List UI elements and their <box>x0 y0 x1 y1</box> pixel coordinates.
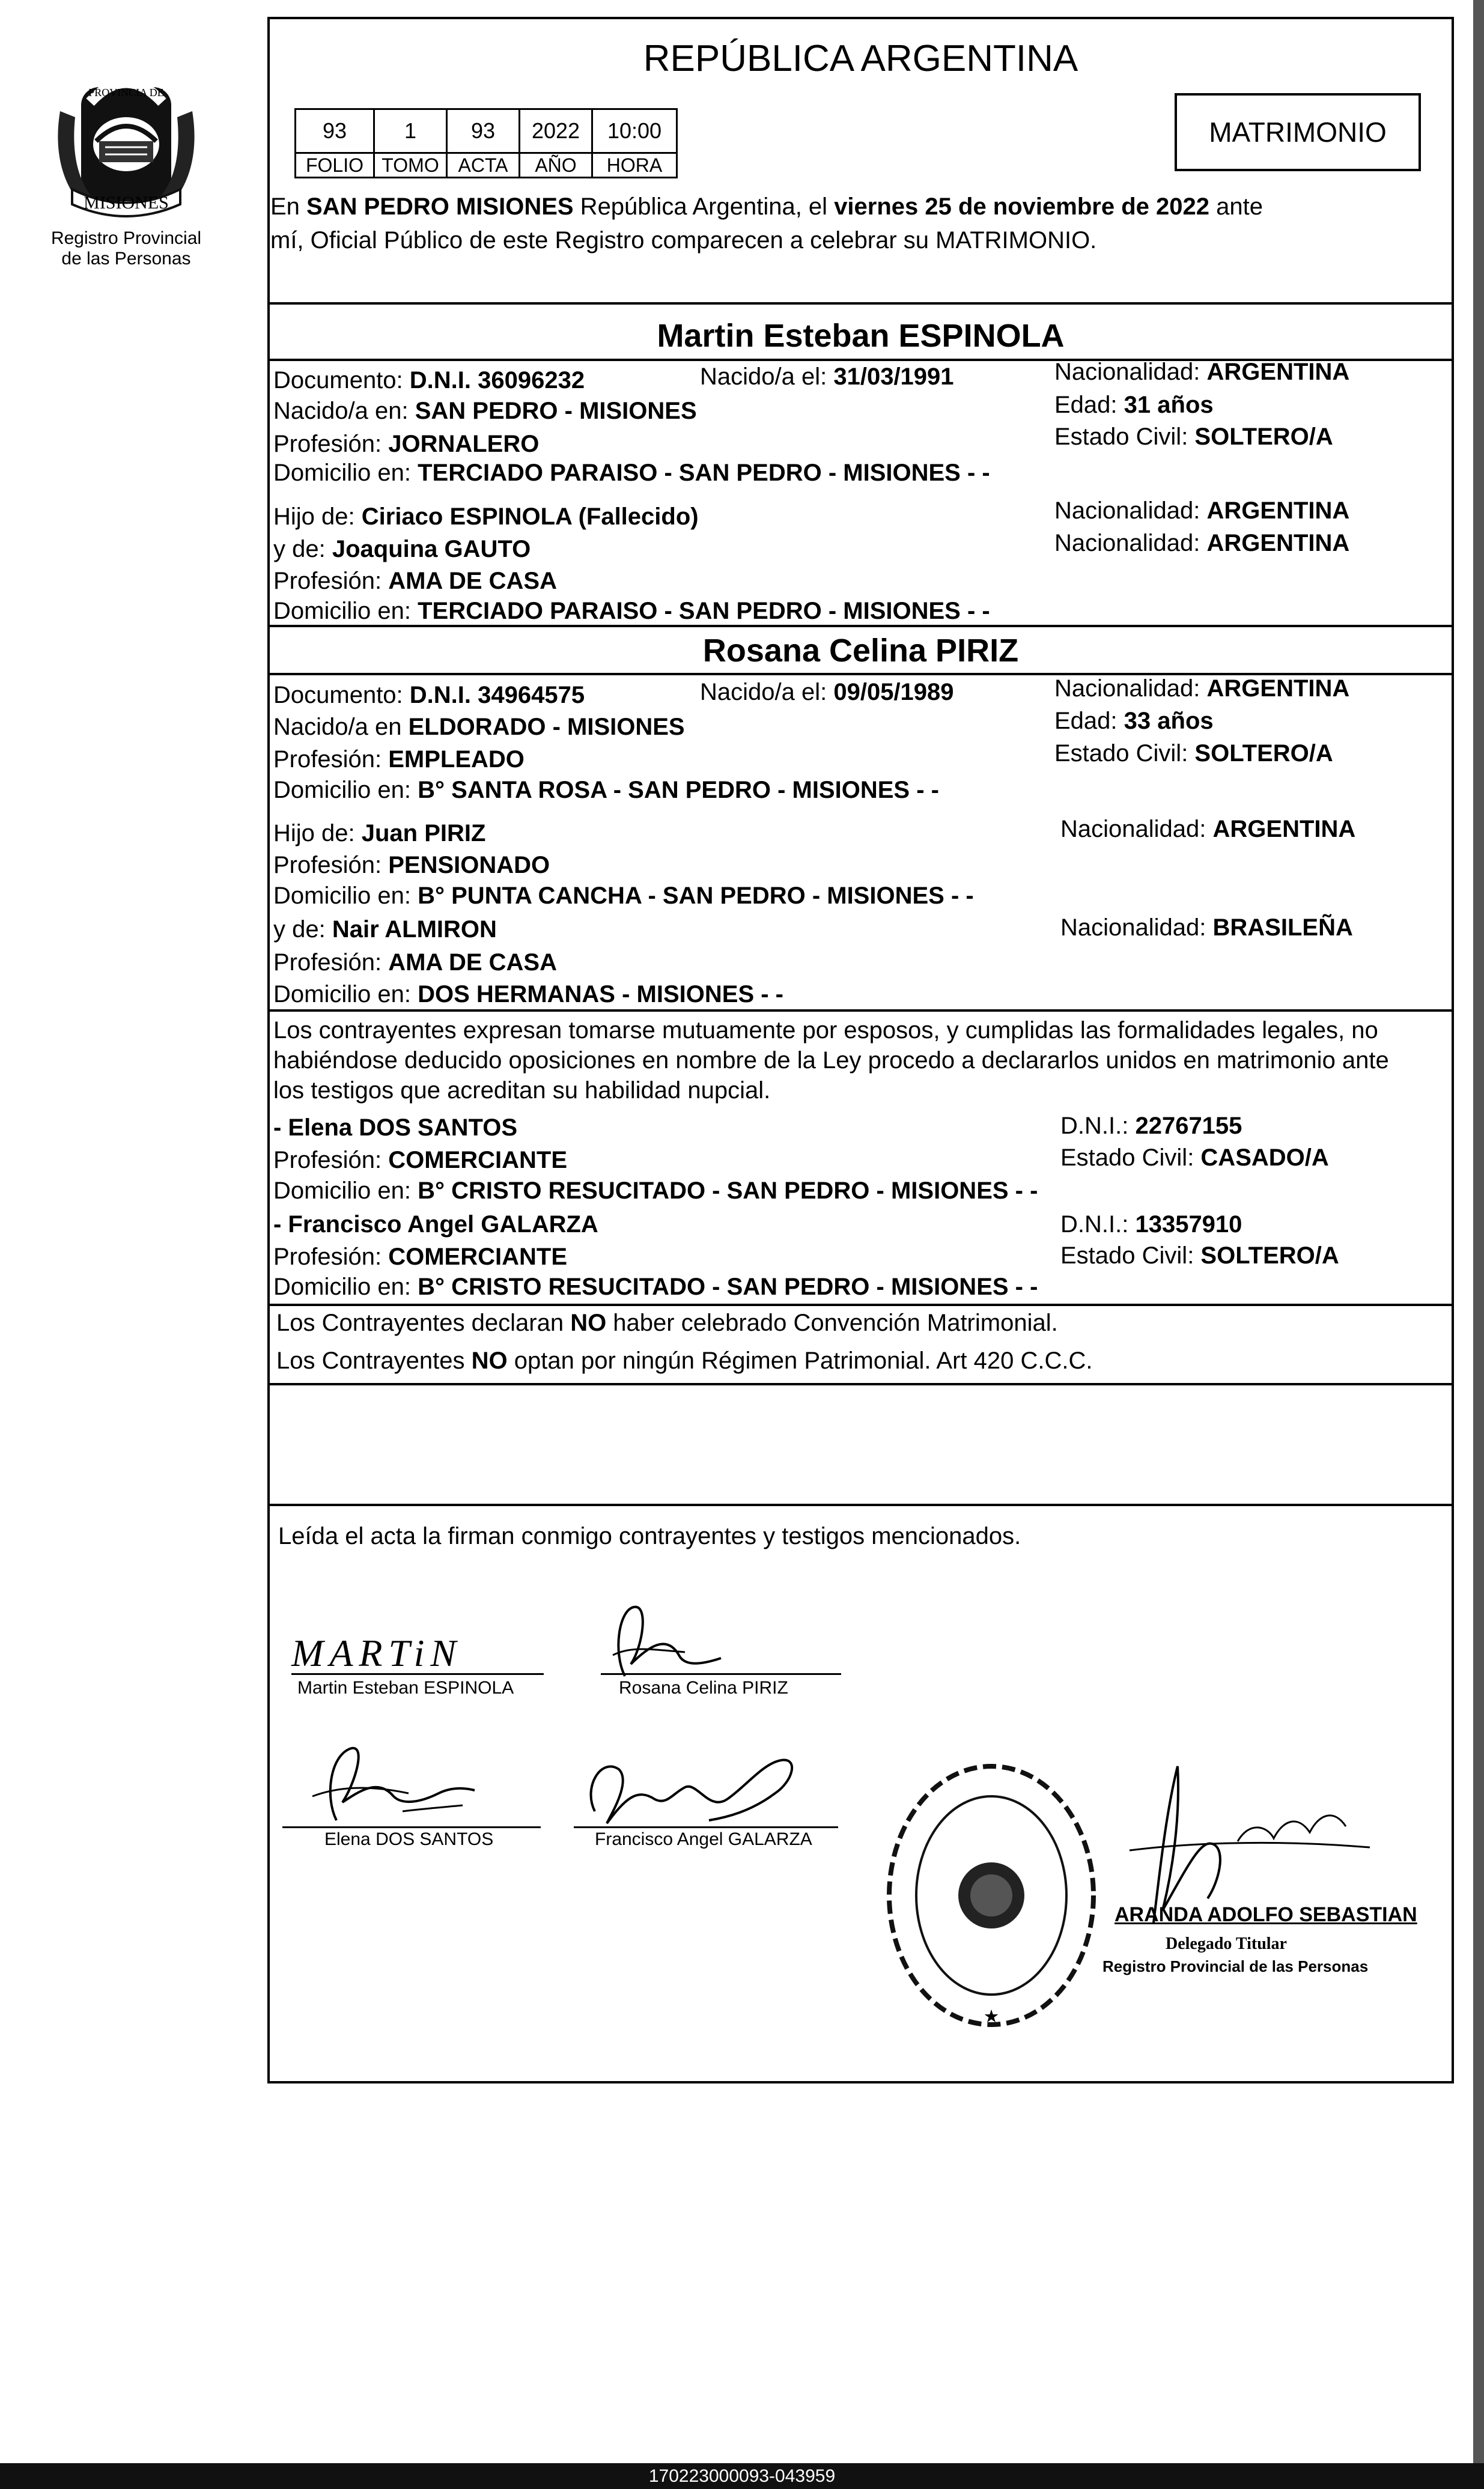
spouse1-father-nationality: Nacionalidad: ARGENTINA <box>1054 497 1350 524</box>
spouse1-birthplace: Nacido/a en: SAN PEDRO - MISIONES <box>273 398 697 424</box>
registry-logo <box>24 69 228 269</box>
signature-elena-icon <box>282 1730 547 1832</box>
official-stamp-icon <box>883 1757 1099 2034</box>
intro-line2: mí, Oficial Público de este Registro comparecen a celebrar su MATRIMONIO. <box>270 227 1097 254</box>
spouse2-nationality: Nacionalidad: ARGENTINA <box>1054 675 1350 702</box>
spouse2-document: Documento: D.N.I. 34964575 <box>273 682 585 708</box>
witness1-civil-status: Estado Civil: CASADO/A <box>1060 1144 1329 1171</box>
witness1-name: - Elena DOS SANTOS <box>273 1114 518 1141</box>
spouse1-nationality: Nacionalidad: ARGENTINA <box>1054 359 1350 385</box>
registry-name-line1: Registro Provincial <box>50 228 202 248</box>
divider <box>267 625 1454 627</box>
signature-martin-handwriting: MARTiN <box>291 1632 463 1674</box>
spouse2-mother-nationality: Nacionalidad: BRASILEÑA <box>1060 914 1353 941</box>
witness2-profession: Profesión: COMERCIANTE <box>273 1244 567 1270</box>
spouse1-birthdate: Nacido/a el: 31/03/1991 <box>700 363 954 390</box>
spouse1-parents-address: Domicilio en: TERCIADO PARAISO - SAN PEDRO - MISIONES - - <box>273 598 990 624</box>
acta-label: ACTA <box>447 153 520 178</box>
signature-line <box>601 1673 841 1675</box>
official-role: Delegado Titular <box>1166 1934 1287 1953</box>
page-title: REPÚBLICA ARGENTINA <box>643 38 1078 79</box>
folio-label: FOLIO <box>296 153 374 178</box>
divider <box>267 1304 1454 1306</box>
tomo-value: 1 <box>374 109 447 153</box>
spouse2-father: Hijo de: Juan PIRIZ <box>273 820 486 846</box>
spouse1-address: Domicilio en: TERCIADO PARAISO - SAN PEDRO - MISIONES - - <box>273 460 990 486</box>
divider <box>267 302 1454 305</box>
svg-text:MISIONES: MISIONES <box>84 193 169 213</box>
spouse1-mother: y de: Joaquina GAUTO <box>273 536 531 562</box>
year-label: AÑO <box>520 153 592 178</box>
spouse1-civil-status: Estado Civil: SOLTERO/A <box>1054 424 1333 450</box>
spouse2-mother-address: Domicilio en: DOS HERMANAS - MISIONES - - <box>273 981 783 1007</box>
scan-edge <box>1473 0 1484 2463</box>
spouse2-father-profession: Profesión: PENSIONADO <box>273 852 550 878</box>
spouse2-father-address: Domicilio en: B° PUNTA CANCHA - SAN PEDRO - MISIONES - - <box>273 883 974 909</box>
spouse1-age: Edad: 31 años <box>1054 392 1214 418</box>
spouse2-name: Rosana Celina PIRIZ <box>702 633 1019 669</box>
regime-line2: Los Contrayentes NO optan por ningún Régimen Patrimonial. Art 420 C.C.C. <box>276 1348 1093 1374</box>
registry-name-line2: de las Personas <box>61 249 191 269</box>
spouse2-father-nationality: Nacionalidad: ARGENTINA <box>1060 816 1356 842</box>
spouse1-mother-nationality: Nacionalidad: ARGENTINA <box>1054 530 1350 556</box>
regime-line1: Los Contrayentes declaran NO haber celebrado Convención Matrimonial. <box>276 1310 1058 1336</box>
divider <box>267 1383 1454 1385</box>
spouse2-age: Edad: 33 años <box>1054 708 1214 734</box>
divider <box>267 1009 1454 1012</box>
closing-statement: Leída el acta la firman conmigo contrayentes y testigos mencionados. <box>278 1523 1021 1549</box>
spouse1-father: Hijo de: Ciriaco ESPINOLA (Fallecido) <box>273 503 699 530</box>
spouse2-birthdate: Nacido/a el: 09/05/1989 <box>700 679 954 705</box>
spouse2-address: Domicilio en: B° SANTA ROSA - SAN PEDRO - MISIONES - - <box>273 777 939 803</box>
intro-line1: En SAN PEDRO MISIONES República Argentina, el viernes 25 de noviembre de 2022 ante <box>270 193 1263 220</box>
signature-line <box>291 1673 544 1675</box>
signature-line <box>574 1826 838 1828</box>
spouse2-mother-profession: Profesión: AMA DE CASA <box>273 949 557 976</box>
spouse1-mother-profession: Profesión: AMA DE CASA <box>273 568 557 594</box>
official-office: Registro Provincial de las Personas <box>1102 1957 1369 1975</box>
spouse2-civil-status: Estado Civil: SOLTERO/A <box>1054 740 1333 767</box>
declaration-line2: habiéndose deducido oposiciones en nombre de la Ley procedo a declararlos unidos en matrimonio ante <box>273 1047 1389 1074</box>
year-value: 2022 <box>520 109 592 153</box>
province-shield-icon <box>48 69 204 225</box>
witness2-name: - Francisco Angel GALARZA <box>273 1211 598 1238</box>
witness2-civil-status: Estado Civil: SOLTERO/A <box>1060 1242 1339 1269</box>
witness1-address: Domicilio en: B° CRISTO RESUCITADO - SAN PEDRO - MISIONES - - <box>273 1178 1038 1204</box>
hour-value: 10:00 <box>592 109 677 153</box>
spouse2-birthplace: Nacido/a en ELDORADO - MISIONES <box>273 714 685 740</box>
declaration-line3: los testigos que acreditan su habilidad nupcial. <box>273 1077 771 1104</box>
signature-caption-spouse2: Rosana Celina PIRIZ <box>619 1678 788 1698</box>
signature-caption-spouse1: Martin Esteban ESPINOLA <box>297 1678 514 1698</box>
acta-value: 93 <box>447 109 520 153</box>
witness2-address: Domicilio en: B° CRISTO RESUCITADO - SAN PEDRO - MISIONES - - <box>273 1274 1038 1300</box>
record-type-box: MATRIMONIO <box>1175 93 1421 171</box>
witness2-dni: D.N.I.: 13357910 <box>1060 1211 1242 1238</box>
official-name: ARANDA ADOLFO SEBASTIAN <box>1115 1903 1417 1926</box>
spouse1-name: Martin Esteban ESPINOLA <box>657 318 1065 354</box>
registry-table <box>294 108 678 178</box>
footer-code: 170223000093-043959 <box>0 2463 1484 2489</box>
svg-text:★: ★ <box>984 2007 999 2025</box>
spouse1-profession: Profesión: JORNALERO <box>273 431 540 457</box>
divider <box>267 1504 1454 1506</box>
signature-caption-witness1: Elena DOS SANTOS <box>324 1829 494 1849</box>
spouse2-profession: Profesión: EMPLEADO <box>273 746 525 773</box>
witness1-dni: D.N.I.: 22767155 <box>1060 1113 1242 1139</box>
witness1-profession: Profesión: COMERCIANTE <box>273 1147 567 1173</box>
spouse2-mother: y de: Nair ALMIRON <box>273 916 497 943</box>
signature-caption-witness2: Francisco Angel GALARZA <box>595 1829 812 1849</box>
spouse1-document: Documento: D.N.I. 36096232 <box>273 367 585 394</box>
signature-line <box>282 1826 541 1828</box>
signature-francisco-icon <box>571 1745 841 1835</box>
folio-value: 93 <box>296 109 374 153</box>
tomo-label: TOMO <box>374 153 447 178</box>
svg-text:PROVINCIA DE: PROVINCIA DE <box>88 87 164 99</box>
hour-label: HORA <box>592 153 677 178</box>
declaration-line1: Los contrayentes expresan tomarse mutuamente por esposos, y cumplidas las formalidades legales, no <box>273 1017 1378 1044</box>
